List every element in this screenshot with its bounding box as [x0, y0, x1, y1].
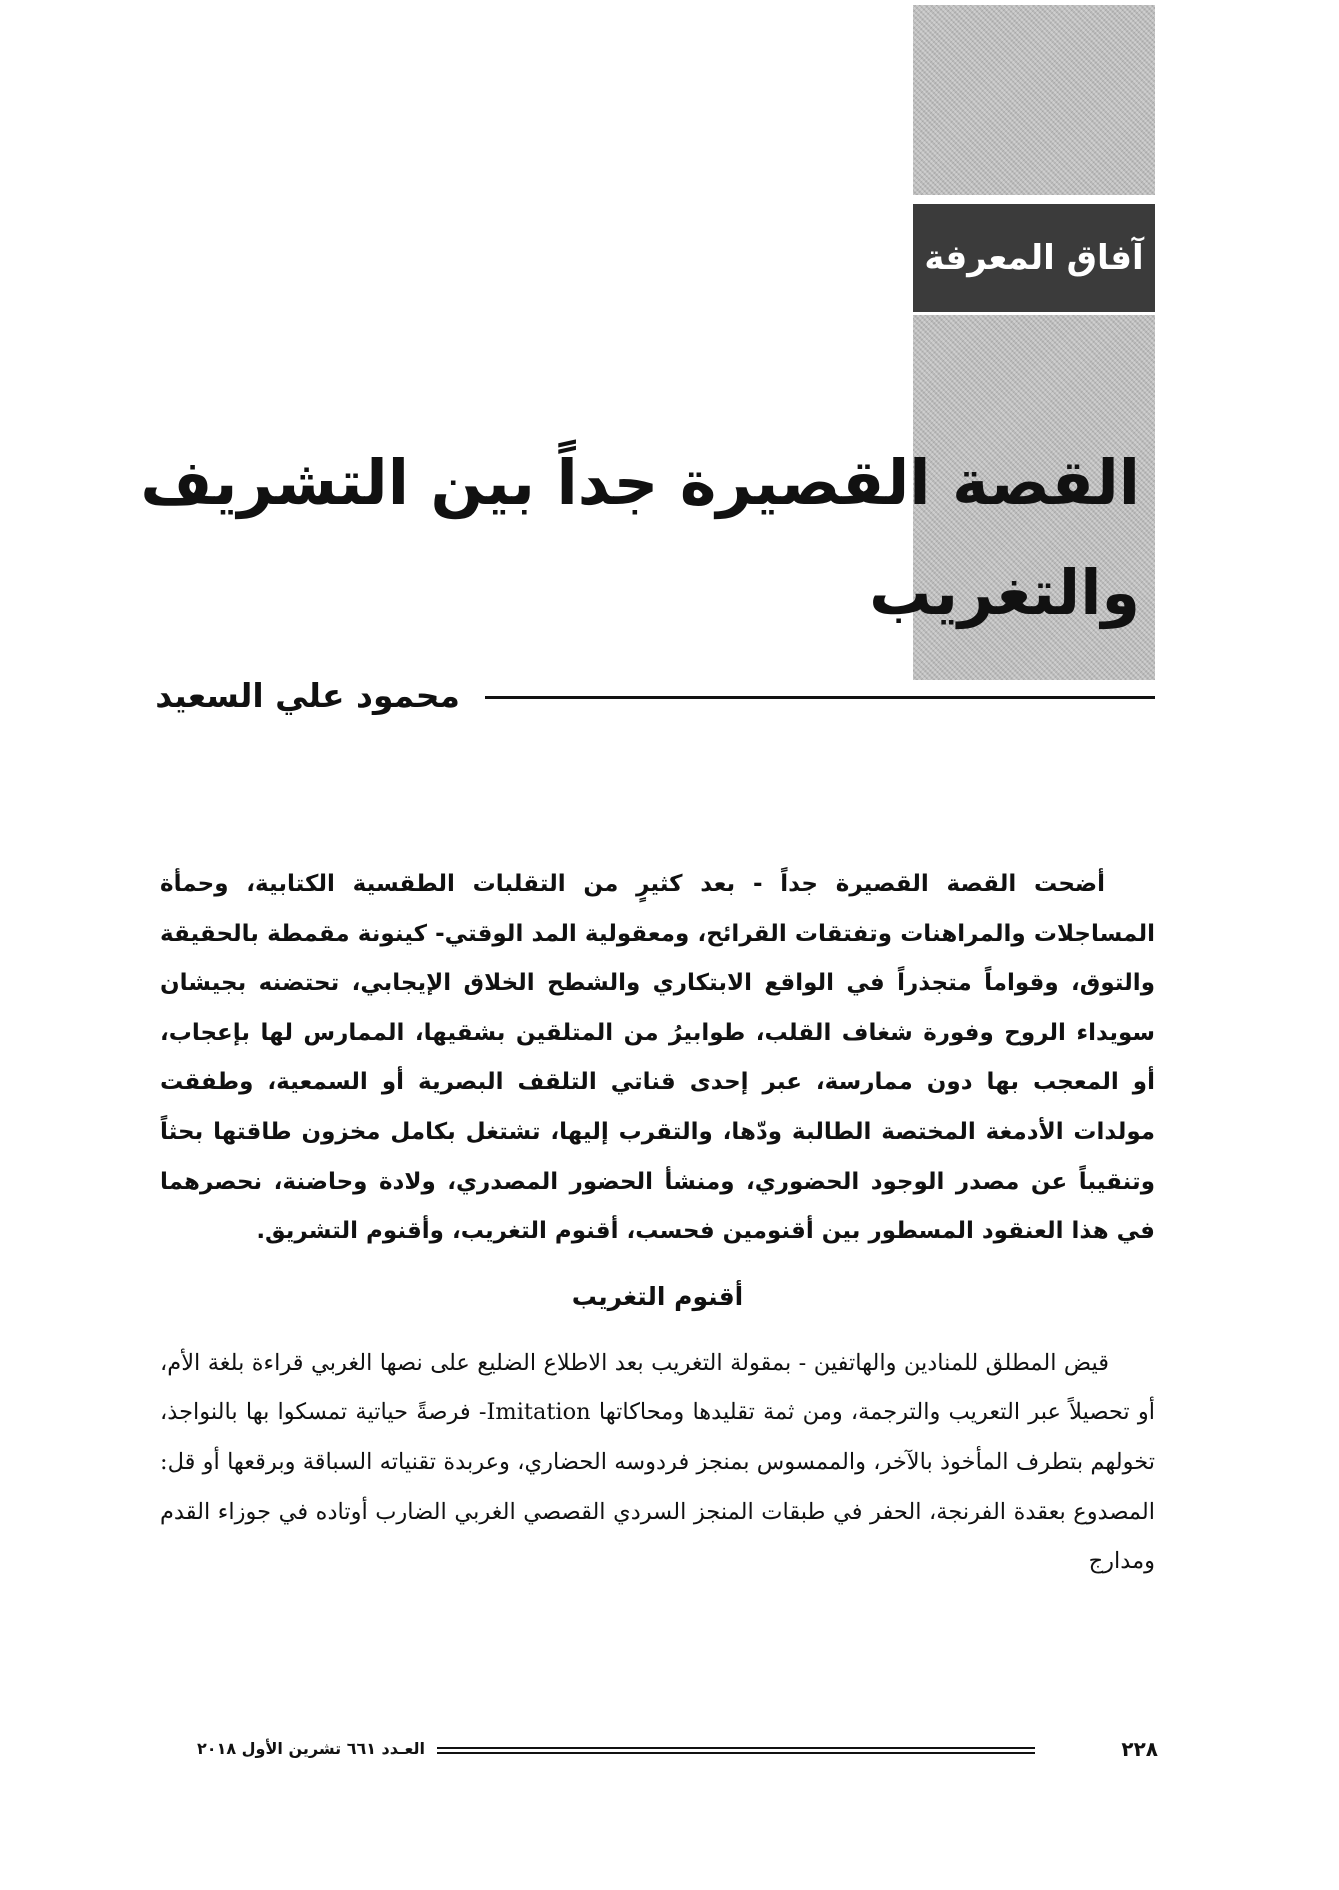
issue-info: العـدد ٦٦١ تشرين الأول ٢٠١٨: [197, 1739, 425, 1758]
article-body: [160, 860, 1155, 1587]
author-name: محمود علي السعيد: [155, 676, 460, 715]
author-divider: [485, 696, 1155, 699]
paragraph-intro: أضحت القصة القصيرة جداً - بعد كثيرٍ من التقلبات الطقسية الكتابية، وحمأة المساجلات والمراهنات وتفتقات القرائح، ومعقولية المد الوقتي- كينونة مقمطة بالحقيقة والتوق، وقواماً متجذراً في الواقع الابتكاري والشطح الخلاق الإيجابي، تحتضنه بجيشان سويداء الروح وفورة شغاف القلب، طوابيرُ من المتلقين بشقيها، الممارس لها بإعجاب، أو المعجب بها دون ممارسة، عبر إحدى قناتي التلقف البصرية أو السمعية، وطفقت مولدات الأدمغة المختصة الطالبة ودّها، والتقرب إليها، تشتغل بكامل مخزون طاقتها بحثاً وتنقيباً عن مصدر الوجود الحضوري، ومنشأ الحضور المصدري، ولادة وحاضنة، نحصرهما في هذا العنقود المسطور بين أقنومين فحسب، أقنوم التغريب، وأقنوم التشريق.: [160, 871, 1155, 1245]
article-title: القصة القصيرة جداً بين التشريف والتغريب: [140, 446, 1140, 629]
section-label: آفاق المعرفة: [913, 204, 1155, 312]
footer-divider: [437, 1747, 1035, 1754]
page-number: ٢٢٨: [1121, 1737, 1158, 1761]
section-subheading: أقنوم التغريب: [571, 1281, 744, 1311]
paragraph-westernization: قيض المطلق للمنادين والهاتفين - بمقولة التغريب بعد الاطلاع الضليع على نصها الغربي قراءة بلغة الأم، أو تحصيلاً عبر التعريب والترجمة، ومن ثمة تقليدها ومحاكاتها Imitation- فرصةً حياتية تمسكوا بها بالنواجذ، تخولهم بتطرف المأخوذ بالآخر، والممسوس بمنجز فردوسه الحضاري، وعربدة تقنياته السباقة وبرقعها أو قل: المصدوع بعقدة الفرنجة، الحفر في طبقات المنجز السردي القصصي الغربي الضارب أوتاده في جوزاء القدم ومدارج: [160, 1349, 1155, 1575]
decorative-gray-block-top: [913, 5, 1155, 195]
